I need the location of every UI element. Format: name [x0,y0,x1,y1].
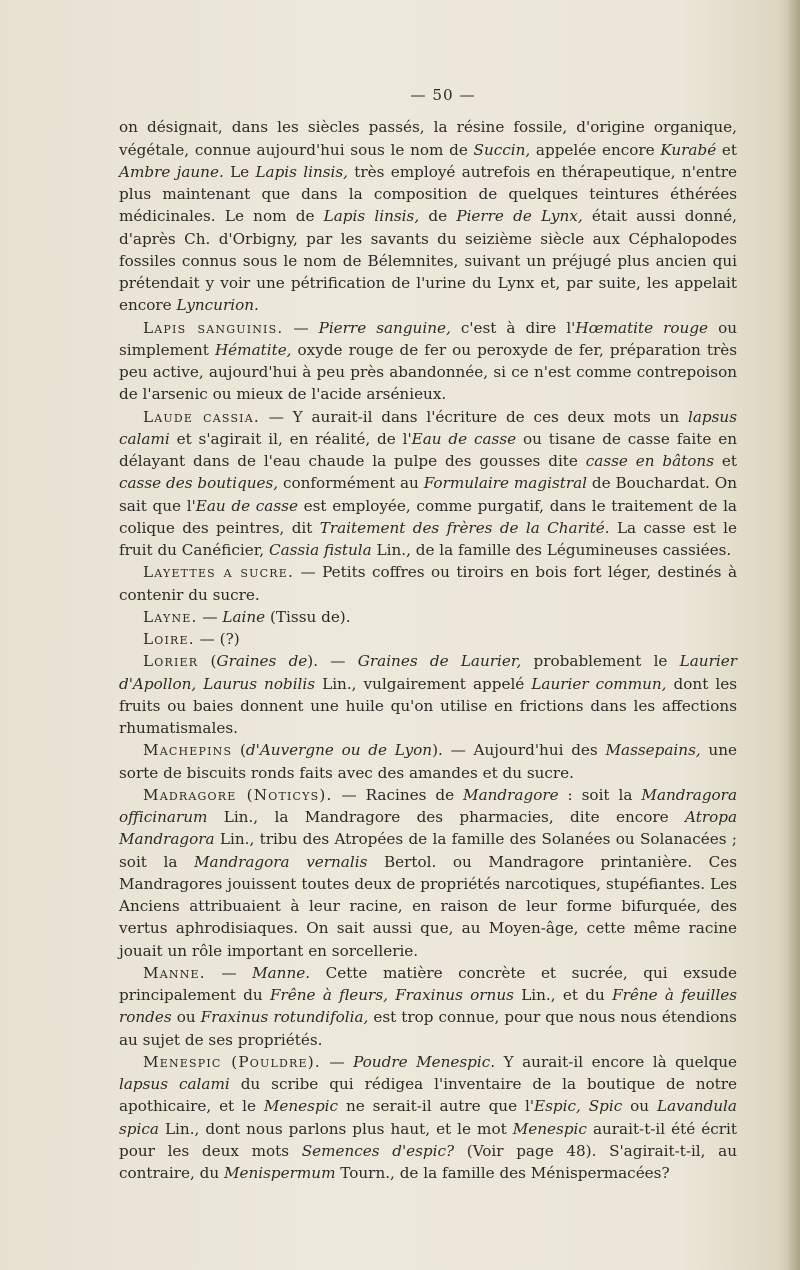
text-run: La casse est le fruit du Canéficier, [119,518,737,559]
entry-headword: Layne. [143,607,198,626]
text-run: (Voir page 48). S'agirait-t-il, au contraire, du [119,1141,737,1182]
entry-headword: Madragore (Noticys). [143,785,333,804]
text-run: — [205,963,253,982]
entry-headword: Layettes a sucre. [143,563,294,582]
text-run: Tourn., de la famille des Ménispermacées? [335,1164,670,1182]
text-run: probablement le [521,652,680,671]
italic-term: lapsus calami [119,407,737,448]
italic-term: Laurier commun, [531,674,667,693]
italic-term: Mandragora officinarum [119,785,737,826]
italic-term: Frêne à fleurs, Fraxinus ornus [269,986,514,1004]
italic-term: Atropa Mandragora [119,808,737,849]
italic-term: lapsus calami [119,1075,230,1093]
text-run: — Petits coffres ou tiroirs en bois fort léger, destinés à contenir du sucre. [119,563,738,604]
text-run: Le [223,162,256,181]
intro-paragraph [119,116,737,316]
text-run: ( [198,652,217,671]
text-run: aurait-t-il été écrit pour les deux mots [119,1119,737,1160]
text-run: ). — [307,652,358,671]
text-run: oxyde rouge de fer ou peroxyde de fer, préparation très peu active, aujourd'hui à peu près abandonnée, si ce n'est comme contrepoison de l'arsenic ou mieux de l'acide arsénieux. [119,340,737,404]
italic-term: Lyncurion. [176,296,259,315]
glossary-entry [119,406,737,562]
text-run: et [714,452,737,470]
glossary-entries [119,317,737,1185]
text-run: est employée, comme purgatif, dans le traitement de la colique des peintres, dit [119,496,737,537]
page-edge-shadow [786,0,800,1270]
italic-term: Eau de casse [195,496,298,515]
text-run: conformément au [278,474,424,493]
text-run: (Tissu de). [265,607,351,626]
glossary-entry [119,962,737,1051]
text-run: Lin., vulgairement appelé [315,674,532,693]
italic-term: Poudre Menespic. [353,1052,496,1071]
italic-term: Lapis linsis, [323,207,420,226]
text-run: — (?) [194,630,240,648]
text-run: — Y aurait-il dans l'écriture de ces deux mots un [259,407,688,426]
italic-term: Cassia fistula [268,541,372,559]
text-run: — Racines de [332,785,464,804]
glossary-entry [119,628,737,650]
text-run: Cette matière concrète et sucrée, qui exsude principalement du [119,963,737,1004]
italic-term: Pierre de Lynx, [456,207,583,226]
entry-headword: Lorier [143,652,199,671]
entry-headword: Menespic (Pouldre). [143,1052,321,1071]
italic-term: Semences d'espic? [301,1141,455,1160]
text-run: du scribe qui rédigea l'inventaire de la boutique de notre apothicaire, et le [119,1075,738,1116]
italic-term: Menespic [263,1097,339,1116]
text-run: on désignait, dans les siècles passés, la résine fossile, d'origine organique, végétale, connue aujourd'hui sous le nom de [119,118,737,159]
text-run: et [716,140,737,159]
italic-term: Mandragora vernalis [194,852,368,871]
text-run: : soit la [558,785,642,804]
text-run: et s'agirait il, en réalité, de l' [169,429,412,448]
text-run: appelée encore [530,140,661,159]
italic-term: Traitement des frères de la Charité. [319,518,610,537]
text-run: ou simplement [119,318,737,359]
italic-term: Manne. [252,963,311,982]
text-run: Lin., tribu des Atropées de la famille des Solanées ou Solanacées ; soit la [119,830,737,871]
text-run: très employé autrefois en thérapeutique, n'entre plus maintenant que dans la composition de quelques teintures éthérées médicinales. Le nom de [119,162,737,226]
italic-term: casse des boutiques, [119,474,279,493]
italic-term: Menespic [512,1119,587,1138]
glossary-entry [119,606,737,628]
entry-headword: Loire. [143,630,195,648]
italic-term: Laine [222,607,266,626]
text-run: ). — Aujourd'hui des [432,741,606,760]
text-run: une sorte de biscuits ronds faits avec des amandes et du sucre. [119,741,737,782]
text-run: Bertol. ou Mandragore printanière. Ces Mandragores jouissent toutes deux de propriétés narcotiques, stupéfiantes. Les Anciens attribuaient à leur racine, en raison de leur forme bifurquée, des vertus aphrodisiaques. On sait aussi que, au Moyen-âge, cette même racine jouait un rôle important en sorcellerie. [119,852,738,960]
glossary-entry [119,1051,737,1185]
italic-term: Pierre sanguine, [318,318,451,337]
page-text [119,84,737,1184]
italic-term: Massepains, [605,741,701,760]
italic-term: Graines de [216,652,308,671]
text-run: est trop connue, pour que nous nous étendions au sujet de ses propriétés. [119,1008,737,1049]
text-run: Lin., et du [513,986,613,1004]
italic-term: Fraxinus rotundifolia, [200,1008,369,1027]
text-run: de Bouchardat. On sait que l' [119,474,737,515]
italic-term: Succin, [473,140,531,159]
glossary-entry [119,561,737,606]
text-run: ou [171,1008,201,1027]
page-number: — 50 — [410,86,476,104]
italic-term: Ambre jaune. [119,162,224,181]
italic-term: Lapis linsis, [255,162,349,181]
glossary-entry [119,317,737,406]
italic-term: Hœmatite rouge [575,318,709,337]
text-run: ou [622,1097,657,1116]
italic-term: Hématite, [214,340,292,359]
entry-headword: Machepins [143,741,233,760]
text-run: dont les fruits ou baies donnent une huile qu'on utilise en frictions dans les affections rhumatismales. [119,674,737,737]
italic-term: Frêne à feuilles rondes [119,986,737,1027]
italic-term: Formulaire magistral [423,474,588,493]
glossary-entry [119,739,737,784]
entry-headword: Lapis sanguinis. [143,318,284,337]
text-run: — [320,1052,354,1071]
italic-term: casse en bâtons [585,452,715,470]
text-run: Lin., la Mandragore des pharmacies, dite encore [207,808,686,826]
glossary-entry [119,650,737,739]
text-run: ( [232,741,246,760]
italic-term: Eau de casse [411,429,517,448]
italic-term: d'Auvergne ou de Lyon [245,741,433,760]
text-run: — [197,607,223,626]
text-run: ou tisane de casse faite en délayant dans de l'eau chaude la pulpe des gousses dite [119,429,737,470]
entry-headword: Manne. [143,963,206,982]
text-run: Y aurait-il encore là quelque [495,1052,738,1071]
italic-term: Graines de Laurier, [357,652,522,671]
text-run: — [283,318,319,337]
italic-term: Kurabé [660,140,717,159]
text-run: Lin., dont nous parlons plus haut, et le mot [158,1119,513,1138]
text-run: Lin., de la famille des Légumineuses cassiées. [371,541,732,559]
text-run: de [419,207,457,226]
italic-term: Lavandula spica [119,1097,737,1138]
italic-term: Espic, Spic [534,1097,623,1116]
italic-term: Laurier d'Apollon, Laurus nobilis [119,652,737,693]
text-run: était aussi donné, d'après Ch. d'Orbigny, par les savants du seizième siècle aux Céphalopodes fossiles connus sous le nom de Bélemnites, suivant un préjugé plus ancien qui prétendait y voir une pétrification de l'urine du Lynx et, par suite, les appelait encore [119,207,737,315]
text-run: ne serait-il autre que l' [338,1097,535,1116]
italic-term: Menispermum [223,1164,336,1182]
glossary-entry [119,784,737,962]
text-run: c'est à dire l' [450,318,576,337]
italic-term: Mandragore [463,785,559,804]
entry-headword: Laude cassia. [143,407,260,426]
